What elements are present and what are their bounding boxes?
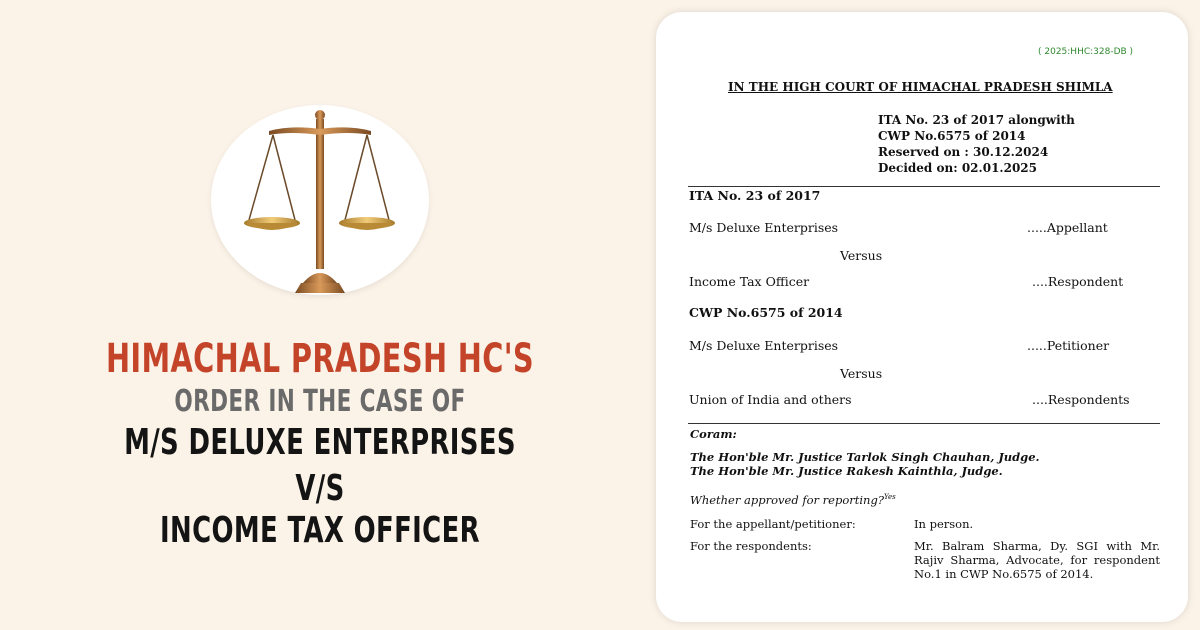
scales-of-justice-icon [211,105,429,295]
case1-party2: Income Tax Officer [689,274,810,289]
case2-title: CWP No.6575 of 2014 [689,305,843,320]
coram-judge2: The Hon'ble Mr. Justice Rakesh Kainthla, Judge. [690,464,1003,478]
appellant-counsel-value: In person. [914,517,974,531]
case1-role1: .....Appellant [1027,220,1108,235]
case1-versus: Versus [840,248,883,263]
headline-party2: INCOME TAX OFFICER [160,510,480,551]
divider-bottom [688,423,1160,424]
divider-top [688,186,1160,187]
case1-role2: ....Respondent [1032,274,1124,289]
reporting-question [690,493,896,507]
headline-court: HIMACHAL PRADESH HC'S [105,336,535,382]
headline-subtitle: ORDER IN THE CASE OF [174,384,466,419]
reserved-date: Reserved on : 30.12.2024 [878,145,1049,159]
coram-judge1: The Hon'ble Mr. Justice Tarlok Singh Chauhan, Judge. [690,450,1040,464]
decided-date: Decided on: 02.01.2025 [878,161,1037,175]
reporting-question-text: Whether approved for reporting? [690,493,884,507]
case2-role2: ....Respondents [1032,392,1130,407]
case2-party1: M/s Deluxe Enterprises [689,338,839,353]
headline-party1: M/S DELUXE ENTERPRISES [124,422,516,463]
neutral-citation: ( 2025:HHC:328-DB ) [1038,47,1134,57]
reporting-answer: Yes [884,493,896,502]
scales-emblem [211,105,429,295]
coram-label: Coram: [690,427,737,441]
case-ref-line2: CWP No.6575 of 2014 [878,129,1026,143]
respondent-counsel-label: For the respondents: [690,539,812,553]
case2-party2: Union of India and others [689,392,852,407]
court-title: IN THE HIGH COURT OF HIMACHAL PRADESH SHIMLA [728,80,1113,94]
respondent-counsel-value: Mr. Balram Sharma, Dy. SGI with Mr. Rajiv Sharma, Advocate, for respondent No.1 in CWP No.6575 of 2014. [914,539,1160,581]
judgment-document [656,12,1188,622]
case2-role1: .....Petitioner [1027,338,1110,353]
appellant-counsel-label: For the appellant/petitioner: [690,517,856,531]
headline-versus: V/S [295,468,345,509]
case1-title: ITA No. 23 of 2017 [689,188,821,203]
case-ref-line1: ITA No. 23 of 2017 alongwith [878,113,1075,127]
case1-party1: M/s Deluxe Enterprises [689,220,839,235]
case2-versus: Versus [840,366,883,381]
